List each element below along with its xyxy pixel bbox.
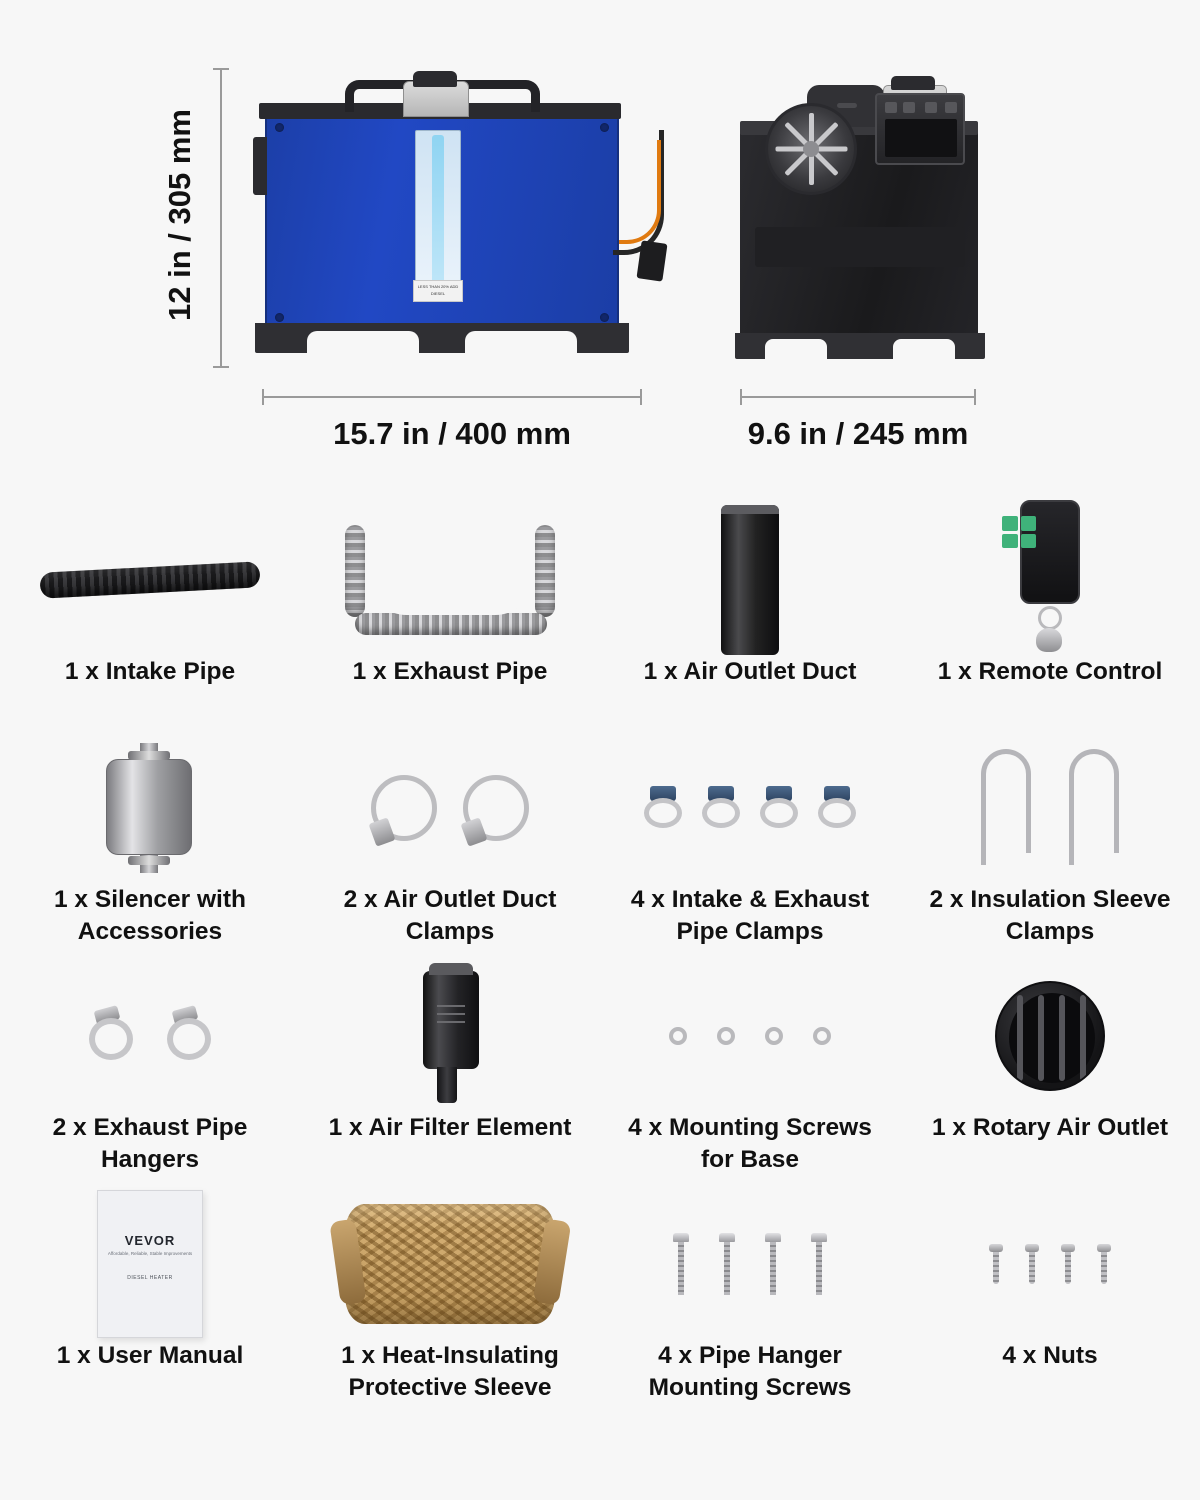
- accessory-item-air-outlet-duct-clamps: [300, 728, 600, 956]
- heater-base-side: [735, 333, 985, 359]
- accessory-item-mounting-screws: [600, 956, 900, 1184]
- air-filter-element-icon: [305, 956, 595, 1116]
- side-bracket: [253, 137, 267, 195]
- accessory-item-exhaust-pipe-hangers: [0, 956, 300, 1184]
- accessory-item-rotary-air-outlet: [900, 956, 1200, 1184]
- fuel-level-window: [415, 130, 461, 292]
- accessory-item-silencer: [0, 728, 300, 956]
- protective-sleeve-icon: [305, 1184, 595, 1344]
- air-outlet-duct-icon: [605, 500, 895, 660]
- pipe-clamps-icon: [605, 728, 895, 888]
- remote-control-icon: [905, 500, 1195, 660]
- accessory-caption: 1 x Air Outlet Duct: [643, 658, 857, 685]
- accessory-item-exhaust-pipe: [300, 500, 600, 728]
- accessory-item-pipe-hanger-screws: [600, 1184, 900, 1412]
- accessory-caption: 1 x Intake Pipe: [64, 658, 236, 685]
- exhaust-pipe-icon: [305, 500, 595, 660]
- accessory-item-pipe-clamps: [600, 728, 900, 956]
- accessory-caption: 4 x Mounting Screws for Base: [628, 1114, 872, 1173]
- front-width-dimension-line: [262, 396, 642, 398]
- accessory-caption: 2 x Air Outlet Duct Clamps: [343, 886, 557, 945]
- air-intake-fan-icon: [765, 103, 857, 195]
- blue-heater-front-view: [255, 75, 645, 365]
- accessory-caption: 1 x Rotary Air Outlet: [932, 1114, 1168, 1141]
- exhaust-pipe-hangers-icon: [5, 956, 295, 1116]
- accessories-grid: [0, 500, 1200, 1412]
- heater-base-front: [255, 323, 629, 353]
- product-dimensions-section: [0, 0, 1200, 480]
- accessory-item-nuts: [900, 1184, 1200, 1412]
- accessory-item-intake-pipe: [0, 500, 300, 728]
- wiring-harness: [613, 130, 673, 310]
- user-manual-icon: [5, 1184, 295, 1344]
- accessory-caption: 1 x Remote Control: [937, 658, 1163, 685]
- accessory-caption: 1 x Air Filter Element: [328, 1114, 572, 1141]
- manual-tagline: Affordable, Reliable, Stable Improvements: [107, 1251, 193, 1256]
- accessory-item-air-filter-element: [300, 956, 600, 1184]
- side-vent: [755, 227, 965, 267]
- accessory-caption: 2 x Insulation Sleeve Clamps: [929, 886, 1171, 945]
- accessory-item-air-outlet-duct: [600, 500, 900, 728]
- height-dimension-text: 12 in / 305 mm: [162, 109, 197, 321]
- accessory-caption: 1 x User Manual: [56, 1342, 244, 1369]
- accessory-caption: 1 x Heat-Insulating Protective Sleeve: [341, 1342, 559, 1401]
- accessory-caption: 4 x Pipe Hanger Mounting Screws: [648, 1342, 852, 1401]
- side-width-dimension-label: 9.6 in / 245 mm: [747, 416, 969, 451]
- accessory-caption: 1 x Silencer with Accessories: [54, 886, 246, 945]
- warning-label: LESS THAN 20% ADD DIESEL: [413, 280, 463, 302]
- pipe-hanger-screws-icon: [605, 1184, 895, 1344]
- accessory-caption: 1 x Exhaust Pipe: [352, 658, 548, 685]
- manual-title: DIESEL HEATER: [127, 1275, 173, 1281]
- air-outlet-duct-clamps-icon: [305, 728, 595, 888]
- control-panel: [875, 93, 965, 165]
- accessory-item-insulation-sleeve-clamps: [900, 728, 1200, 956]
- rotary-air-outlet-icon: [905, 956, 1195, 1116]
- front-width-dimension-label: 15.7 in / 400 mm: [333, 416, 571, 451]
- height-dimension-line: [220, 68, 222, 368]
- accessory-caption: 4 x Intake & Exhaust Pipe Clamps: [630, 886, 870, 945]
- mounting-screws-icon: [605, 956, 895, 1116]
- nuts-icon: [905, 1184, 1195, 1344]
- silencer-icon: [5, 728, 295, 888]
- fuel-cap-side: [891, 76, 935, 90]
- accessory-item-remote-control: [900, 500, 1200, 728]
- height-dimension-label: [150, 60, 210, 370]
- side-width-dimension-line: [740, 396, 976, 398]
- manual-brand: VEVOR: [124, 1233, 176, 1248]
- accessory-caption: 4 x Nuts: [1002, 1342, 1098, 1369]
- intake-pipe-icon: [5, 500, 295, 660]
- accessory-caption: 2 x Exhaust Pipe Hangers: [52, 1114, 248, 1173]
- black-heater-side-view: [735, 75, 985, 370]
- accessory-item-protective-sleeve: [300, 1184, 600, 1412]
- fuel-cap-front: [413, 71, 457, 87]
- accessory-item-user-manual: [0, 1184, 300, 1412]
- insulation-sleeve-clamps-icon: [905, 728, 1195, 888]
